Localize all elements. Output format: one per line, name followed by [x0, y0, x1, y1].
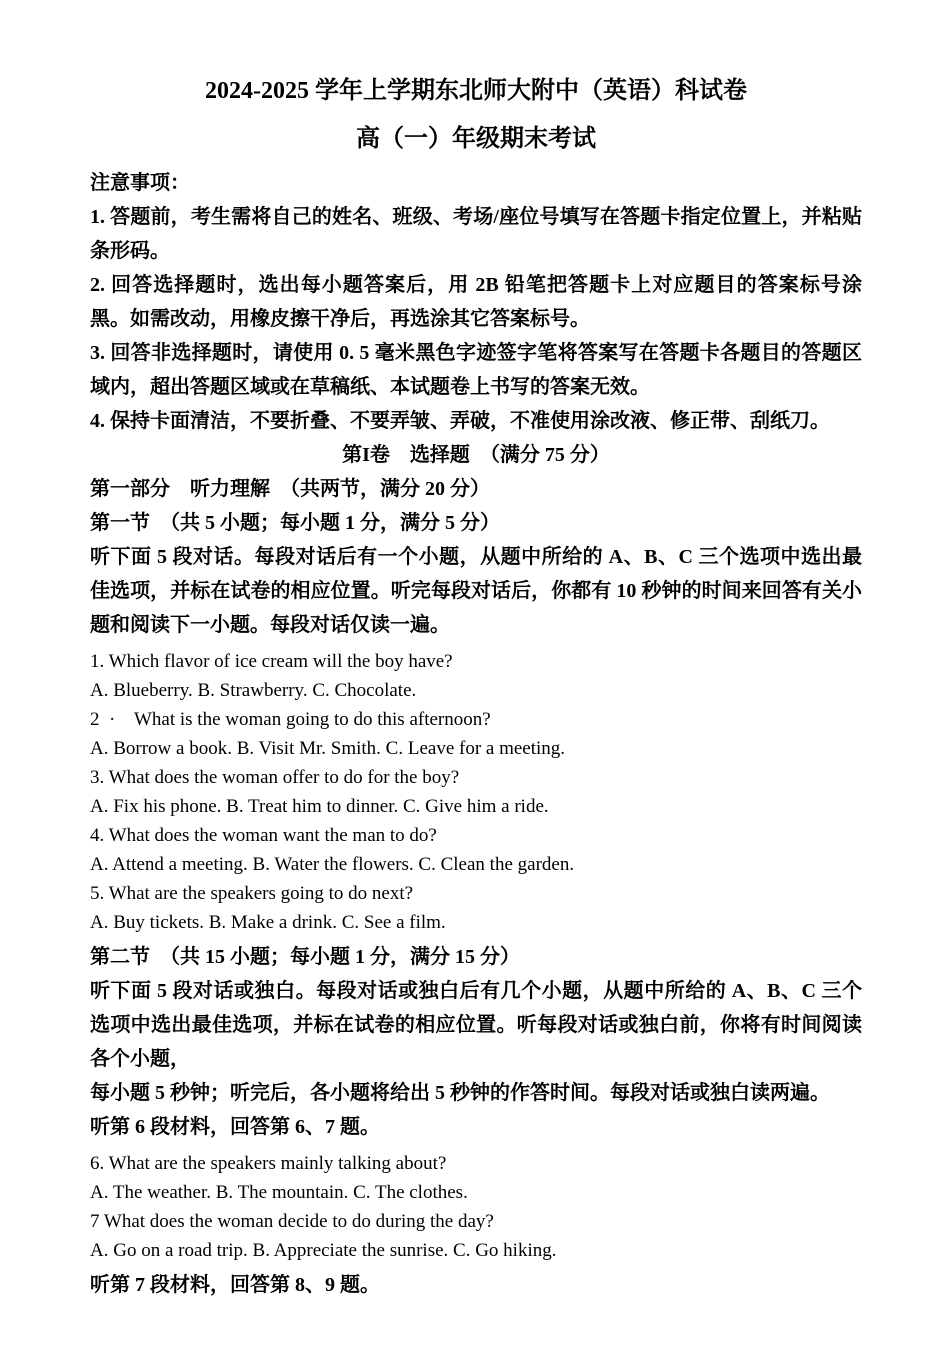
section1-instructions: 听下面 5 段对话。每段对话后有一个小题，从题中所给的 A、B、C 三个选项中选出最佳选项，并标在试卷的相应位置。听完每段对话后，你都有 10 秒钟的时间来回答有关小题和阅读下一小题。每段对话仅读一遍。	[90, 546, 862, 636]
notice-item-3: 3. 回答非选择题时，请使用 0. 5 毫米黑色字迹签字笔将答案写在答题卡各题目的答题区域内，超出答题区域或在草稿纸、本试题卷上书写的答案无效。	[90, 342, 862, 398]
notice-item-4: 4. 保持卡面清洁，不要折叠、不要弄皱、弄破，不准使用涂改液、修正带、刮纸刀。	[90, 410, 830, 432]
notice-item-1: 1. 答题前，考生需将自己的姓名、班级、考场/座位号填写在答题卡指定位置上，并粘贴条形码。	[90, 206, 862, 262]
material-7-heading: 听第 7 段材料，回答第 8、9 题。	[90, 1274, 380, 1296]
section1-questions	[90, 647, 862, 937]
question-4-options: A. Attend a meeting. B. Water the flowers. C. Clean the garden.	[90, 854, 575, 875]
question-5-options: A. Buy tickets. B. Make a drink. C. See a film.	[90, 912, 446, 933]
notice-section	[90, 166, 862, 438]
notice-heading: 注意事项：	[90, 172, 190, 194]
exam-title: 2024-2025 学年上学期东北师大附中（英语）科试卷	[205, 78, 747, 104]
question-2-text: 2 · What is the woman going to do this afternoon?	[90, 709, 491, 730]
part1-heading: 第一部分 听力理解 （共两节，满分 20 分）	[90, 478, 490, 500]
exam-subtitle: 高（一）年级期末考试	[356, 126, 596, 152]
material-6-questions	[90, 1149, 862, 1265]
question-3-text: 3. What does the woman offer to do for the boy?	[90, 767, 460, 788]
question-3-options: A. Fix his phone. B. Treat him to dinner. C. Give him a ride.	[90, 796, 549, 817]
section2-instructions-1: 听下面 5 段对话或独白。每段对话或独白后有几个小题，从题中所给的 A、B、C 三个选项中选出最佳选项，并标在试卷的相应位置。听每段对话或独白前，你将有时间阅读各个小题，	[90, 980, 862, 1070]
question-6-text: 6. What are the speakers mainly talking about?	[90, 1153, 447, 1174]
question-6-options: A. The weather. B. The mountain. C. The clothes.	[90, 1182, 468, 1203]
section2-instructions-2: 每小题 5 秒钟；听完后，各小题将给出 5 秒钟的作答时间。每段对话或独白读两遍。	[90, 1082, 830, 1104]
question-1-text: 1. Which flavor of ice cream will the boy have?	[90, 651, 453, 672]
question-4-text: 4. What does the woman want the man to do?	[90, 825, 437, 846]
section1-heading: 第一节 （共 5 小题；每小题 1 分，满分 5 分）	[90, 512, 500, 534]
notice-item-2: 2. 回答选择题时，选出每小题答案后，用 2B 铅笔把答题卡上对应题目的答案标号涂黑。如需改动，用橡皮擦干净后，再选涂其它答案标号。	[90, 274, 862, 330]
question-7-options: A. Go on a road trip. B. Appreciate the sunrise. C. Go hiking.	[90, 1240, 557, 1261]
question-5-text: 5. What are the speakers going to do next?	[90, 883, 414, 904]
volume1-header: 第I卷 选择题 （满分 75 分）	[342, 444, 610, 466]
section2-heading: 第二节 （共 15 小题；每小题 1 分，满分 15 分）	[90, 946, 520, 968]
question-1-options: A. Blueberry. B. Strawberry. C. Chocolate.	[90, 680, 417, 701]
question-7-text: 7 What does the woman decide to do during the day?	[90, 1211, 494, 1232]
material-6-heading: 听第 6 段材料，回答第 6、7 题。	[90, 1116, 380, 1138]
question-2-options: A. Borrow a book. B. Visit Mr. Smith. C. Leave for a meeting.	[90, 738, 566, 759]
